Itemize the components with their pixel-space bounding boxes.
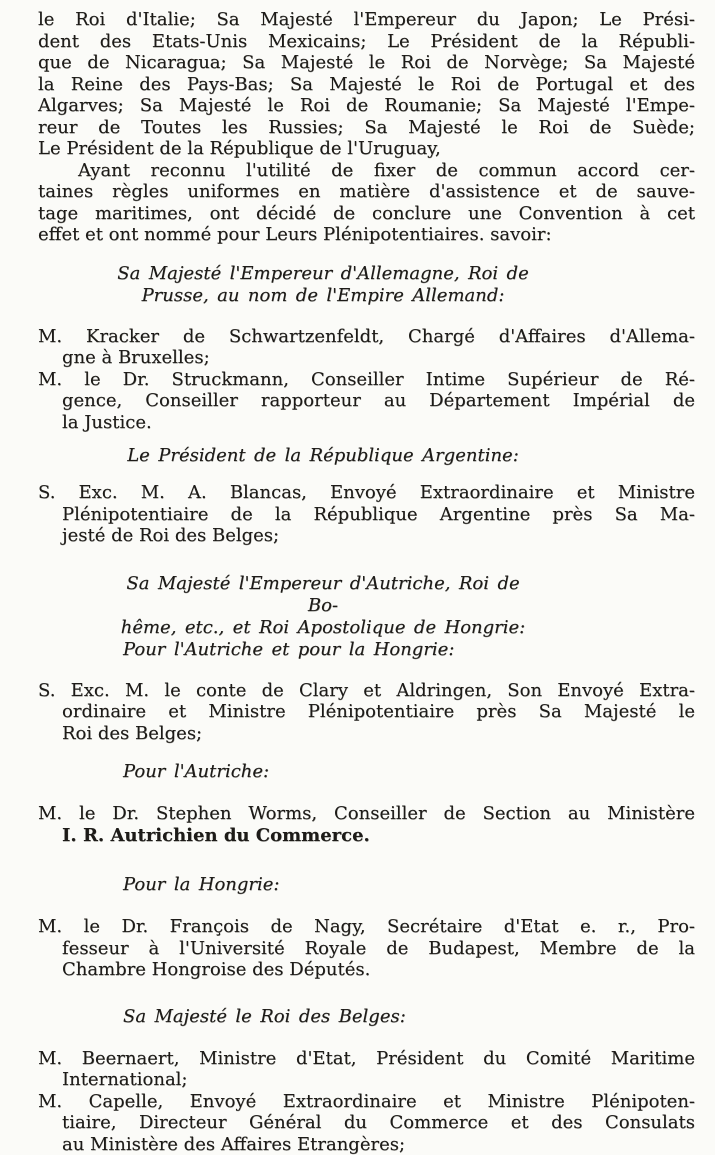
plenipotentiary-item-blancas	[38, 482, 695, 547]
heading-line: Pour l'Autriche et pour la Hongrie:	[108, 639, 538, 661]
text-line: Chambre Hongroise des Députés.	[62, 959, 695, 981]
text-line: Ayant reconnu l'utilité de fixer de commun accord cer-	[38, 160, 695, 182]
heading-for-austria	[108, 761, 538, 783]
plenipotentiary-item-kracker	[38, 326, 695, 369]
heading-austria-hungary	[108, 573, 538, 661]
text-line: M. le Dr. Stephen Worms, Conseiller de Section au Ministère	[62, 803, 695, 825]
text-line: S. Exc. M. A. Blancas, Envoyé Extraordinaire et Ministre	[62, 482, 695, 504]
heading-line: Pour l'Autriche:	[108, 761, 538, 783]
text-line: la Justice.	[62, 412, 695, 434]
text-line: le Roi d'Italie; Sa Majesté l'Empereur du Japon; Le Prési-	[38, 9, 695, 31]
plenipotentiary-item-capelle	[38, 1091, 695, 1155]
text-line: I. R. Autrichien du Commerce.	[62, 825, 695, 847]
heading-germany	[108, 263, 538, 307]
heading-line: Sa Majesté le Roi des Belges:	[108, 1006, 538, 1028]
text-line: effet et ont nommé pour Leurs Plénipotentiaires. savoir:	[38, 224, 695, 246]
heading-line: Sa Majesté l'Empereur d'Allemagne, Roi de	[108, 263, 538, 285]
text-line: fesseur à l'Université Royale de Budapest, Membre de la	[62, 938, 695, 960]
text-line: la Reine des Pays-Bas; Sa Majesté le Roi de Portugal et des	[38, 74, 695, 96]
text-line: Le Président de la République de l'Uruguay,	[38, 138, 695, 160]
text-line: Plénipotentiaire de la République Argentine près Sa Ma-	[62, 504, 695, 526]
plenipotentiary-item-beernaert	[38, 1048, 695, 1091]
heading-for-hungary	[108, 874, 538, 896]
text-line: Roi des Belges;	[62, 723, 695, 745]
text-line: Algarves; Sa Majesté le Roi de Roumanie; Sa Majesté l'Empe-	[38, 95, 695, 117]
text-line: reur de Toutes les Russies; Sa Majesté le Roi de Suède;	[38, 117, 695, 139]
text-line: gence, Conseiller rapporteur au Département Impérial de	[62, 390, 695, 412]
text-line: taines règles uniformes en matière d'assistence et de sauve-	[38, 181, 695, 203]
heading-line: Pour la Hongrie:	[108, 874, 538, 896]
text-line: ordinaire et Ministre Plénipotentiaire près Sa Majesté le	[62, 701, 695, 723]
text-line: que de Nicaragua; Sa Majesté le Roi de Norvège; Sa Majesté	[38, 52, 695, 74]
heading-line: Le Président de la République Argentine:	[108, 445, 538, 467]
plenipotentiary-item-worms	[38, 803, 695, 846]
plenipotentiary-item-nagy	[38, 916, 695, 981]
heading-line: Sa Majesté l'Empereur d'Autriche, Roi de Bo-	[108, 573, 538, 617]
text-line: M. Beernaert, Ministre d'Etat, Président du Comité Maritime	[62, 1048, 695, 1070]
heading-belgium	[108, 1006, 538, 1028]
text-line: gne à Bruxelles;	[62, 347, 695, 369]
text-line: au Ministère des Affaires Etrangères;	[62, 1134, 695, 1155]
preamble-paragraph	[38, 160, 695, 246]
text-line: M. Kracker de Schwartzenfeldt, Chargé d'Affaires d'Allema-	[62, 326, 695, 348]
heading-line: hême, etc., et Roi Apostolique de Hongrie:	[108, 617, 538, 639]
text-line: M. le Dr. François de Nagy, Secrétaire d'Etat e. r., Pro-	[62, 916, 695, 938]
text-line: S. Exc. M. le conte de Clary et Aldringen, Son Envoyé Extra-	[62, 680, 695, 702]
text-line: M. le Dr. Struckmann, Conseiller Intime Supérieur de Ré-	[62, 369, 695, 391]
text-line: M. Capelle, Envoyé Extraordinaire et Ministre Plénipoten-	[62, 1091, 695, 1113]
text-line: tage maritimes, ont décidé de conclure une Convention à cet	[38, 203, 695, 225]
text-line: International;	[62, 1069, 695, 1091]
text-line: dent des Etats-Unis Mexicains; Le Président de la Républi-	[38, 31, 695, 53]
plenipotentiary-item-struckmann	[38, 369, 695, 434]
continuation-paragraph-signatories	[38, 9, 695, 160]
heading-line: Prusse, au nom de l'Empire Allemand:	[108, 285, 538, 307]
plenipotentiary-item-clary	[38, 680, 695, 745]
text-line: tiaire, Directeur Général du Commerce et des Consulats	[62, 1112, 695, 1134]
heading-argentina	[108, 445, 538, 467]
text-line: jesté de Roi des Belges;	[62, 525, 695, 547]
